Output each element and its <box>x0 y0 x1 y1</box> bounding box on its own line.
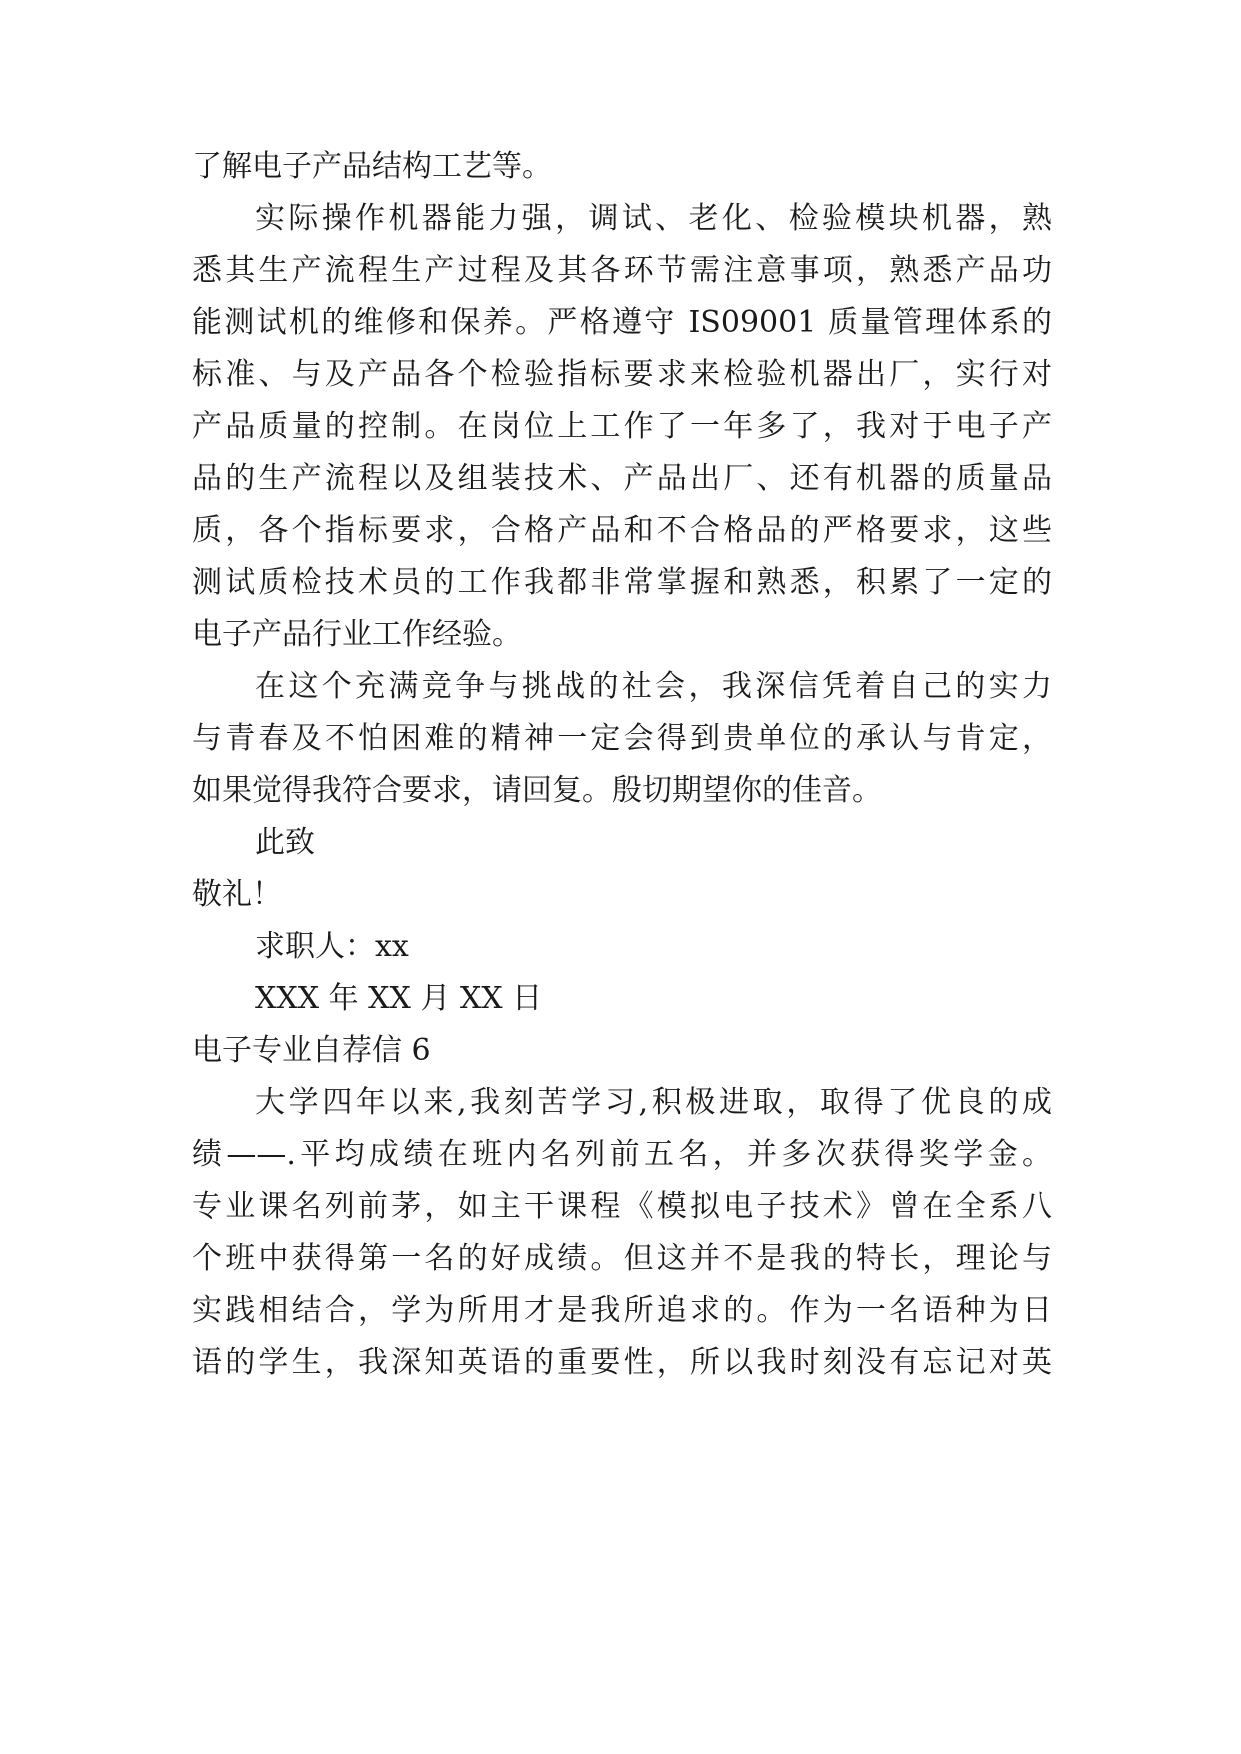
text-line: 与青春及不怕困难的精神一定会得到贵单位的承认与肯定， <box>192 721 1052 756</box>
text-line: 测试质检技术员的工作我都非常掌握和熟悉，积累了一定的 <box>192 565 1052 600</box>
text-line: 能测试机的维修和保养。严格遵守 IS09001 质量管理体系的 <box>192 305 1052 340</box>
text-line: 品的生产流程以及组装技术、产品出厂、还有机器的质量品 <box>192 461 1052 496</box>
date-line: XXX 年 XX 月 XX 日 <box>255 981 543 1016</box>
text-line: 产品质量的控制。在岗位上工作了一年多了，我对于电子产 <box>192 409 1052 444</box>
text-line: 专业课名列前茅，如主干课程《模拟电子技术》曾在全系八 <box>192 1189 1052 1224</box>
text-line: 绩——.平均成绩在班内名列前五名，并多次获得奖学金。 <box>192 1137 1052 1172</box>
text-line: 语的学生，我深知英语的重要性，所以我时刻没有忘记对英 <box>192 1345 1052 1380</box>
closing-salutation: 此致 <box>255 825 315 860</box>
signature-line: 求职人：xx <box>255 929 409 964</box>
text-line: 如果觉得我符合要求，请回复。殷切期望你的佳音。 <box>192 773 882 808</box>
text-line: 个班中获得第一名的好成绩。但这并不是我的特长，理论与 <box>192 1241 1052 1276</box>
text-line: 标准、与及产品各个检验指标要求来检验机器出厂，实行对 <box>192 357 1052 392</box>
text-line: 实践相结合，学为所用才是我所追求的。作为一名语种为日 <box>192 1293 1052 1328</box>
text-line: 大学四年以来,我刻苦学习,积极进取，取得了优良的成 <box>255 1085 1052 1120</box>
text-line: 实际操作机器能力强，调试、老化、检验模块机器，熟 <box>255 201 1052 236</box>
text-line: 在这个充满竞争与挑战的社会，我深信凭着自己的实力 <box>255 669 1052 704</box>
closing-salutation: 敬礼！ <box>192 877 282 912</box>
text-line: 电子产品行业工作经验。 <box>192 617 522 652</box>
text-line: 悉其生产流程生产过程及其各环节需注意事项，熟悉产品功 <box>192 253 1052 288</box>
section-title: 电子专业自荐信 6 <box>192 1033 431 1068</box>
text-line: 了解电子产品结构工艺等。 <box>192 149 552 184</box>
text-line: 质，各个指标要求，合格产品和不合格品的严格要求，这些 <box>192 513 1052 548</box>
